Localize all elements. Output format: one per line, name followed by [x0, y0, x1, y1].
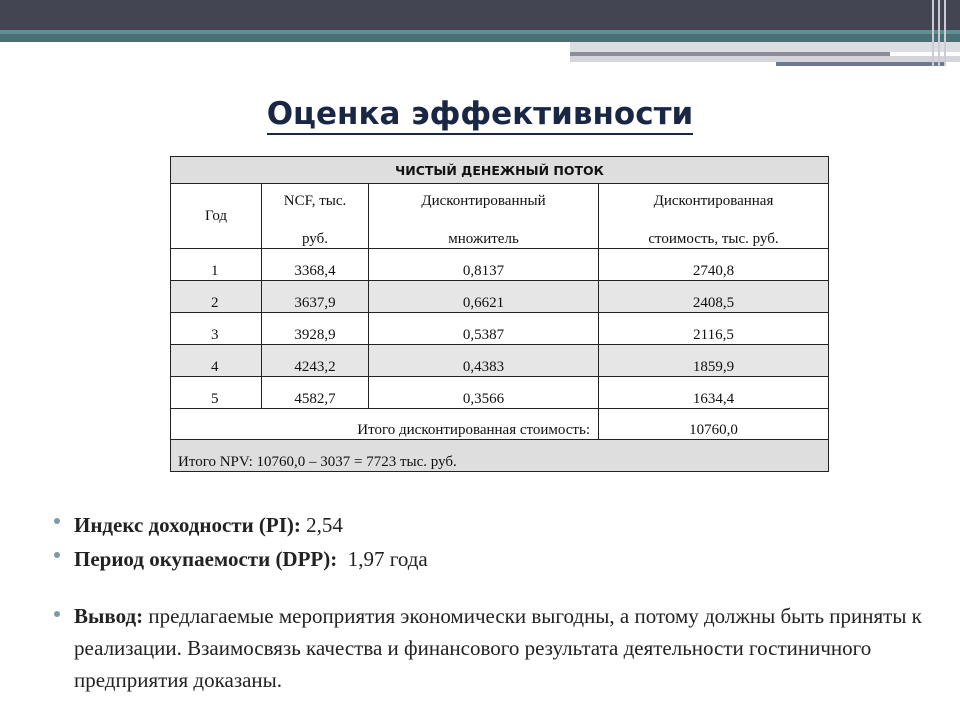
header-bar-gray — [570, 42, 960, 52]
conclusion-text: предлагаемые мероприятия экономически выгодны, а потому должны быть приняты к реализации. Взаимосвязь качества и финансового результата деятельности гостиничного предприятия доказаны. — [74, 604, 922, 692]
total-label: Итого дисконтированная стоимость: — [171, 409, 599, 440]
header-vertical-line — [938, 0, 940, 66]
table-row — [171, 345, 829, 377]
header-ncf-line1: NCF, тыс. — [283, 193, 347, 209]
header-value-line2: стоимость, тыс. руб. — [648, 231, 779, 247]
bullet-dot-icon — [54, 552, 60, 558]
cell-ncf: 3368,4 — [262, 249, 369, 281]
header-year — [171, 184, 262, 249]
table-caption-row — [171, 157, 829, 184]
header-vertical-line — [932, 0, 934, 66]
table-caption: ЧИСТЫЙ ДЕНЕЖНЫЙ ПОТОК — [171, 157, 829, 184]
dpp-value: 1,97 года — [337, 547, 428, 571]
cell-factor: 0,5387 — [369, 313, 599, 345]
table-row — [171, 249, 829, 281]
cell-year: 3 — [171, 313, 262, 345]
cell-value: 2408,5 — [599, 281, 829, 313]
header-year-text: Год — [204, 207, 228, 224]
total-value: 10760,0 — [599, 409, 829, 440]
header-value-line1: Дисконтированная — [653, 193, 774, 209]
bullet-dpp — [54, 542, 934, 576]
cell-value: 2740,8 — [599, 249, 829, 281]
cell-value: 2116,5 — [599, 313, 829, 345]
conclusion-label: Вывод: — [74, 604, 144, 628]
cell-factor: 0,3566 — [369, 377, 599, 409]
header-factor-line2: множитель — [448, 231, 519, 247]
dpp-label: Период окупаемости (DPP): — [74, 547, 338, 571]
bullet-dot-icon — [54, 611, 60, 617]
table-header-row — [171, 184, 829, 249]
bullet-dot-icon — [54, 518, 60, 524]
header-bar-teal-dark — [0, 34, 960, 42]
header-vertical-line — [944, 0, 946, 66]
table-row — [171, 377, 829, 409]
cell-factor: 0,6621 — [369, 281, 599, 313]
cell-value: 1634,4 — [599, 377, 829, 409]
pi-value: 2,54 — [300, 513, 343, 537]
bullet-pi — [54, 508, 934, 542]
cell-year: 4 — [171, 345, 262, 377]
cell-value: 1859,9 — [599, 345, 829, 377]
cell-ncf: 4582,7 — [262, 377, 369, 409]
table-row — [171, 313, 829, 345]
header-factor-line1: Дисконтированный — [421, 193, 546, 209]
header-bar-blue — [776, 62, 944, 66]
cell-year: 2 — [171, 281, 262, 313]
header-ncf — [262, 184, 369, 249]
page-title-text: Оценка эффективности — [267, 96, 694, 135]
table-row — [171, 281, 829, 313]
cell-ncf: 4243,2 — [262, 345, 369, 377]
page-title — [0, 96, 960, 132]
cell-year: 1 — [171, 249, 262, 281]
header-ncf-line2: руб. — [302, 231, 328, 247]
cell-factor: 0,4383 — [369, 345, 599, 377]
header-value — [599, 184, 829, 249]
cash-flow-table — [170, 156, 829, 472]
cell-ncf: 3928,9 — [262, 313, 369, 345]
npv-row — [171, 440, 829, 472]
header-bar-dark — [0, 0, 960, 30]
cell-year: 5 — [171, 377, 262, 409]
total-row — [171, 409, 829, 440]
npv-text: Итого NPV: 10760,0 – 3037 = 7723 тыс. руб. — [171, 440, 829, 472]
pi-label: Индекс доходности (PI): — [74, 513, 301, 537]
header-factor — [369, 184, 599, 249]
bullet-list — [54, 508, 934, 696]
cell-ncf: 3637,9 — [262, 281, 369, 313]
bullet-conclusion — [54, 600, 934, 696]
cell-factor: 0,8137 — [369, 249, 599, 281]
